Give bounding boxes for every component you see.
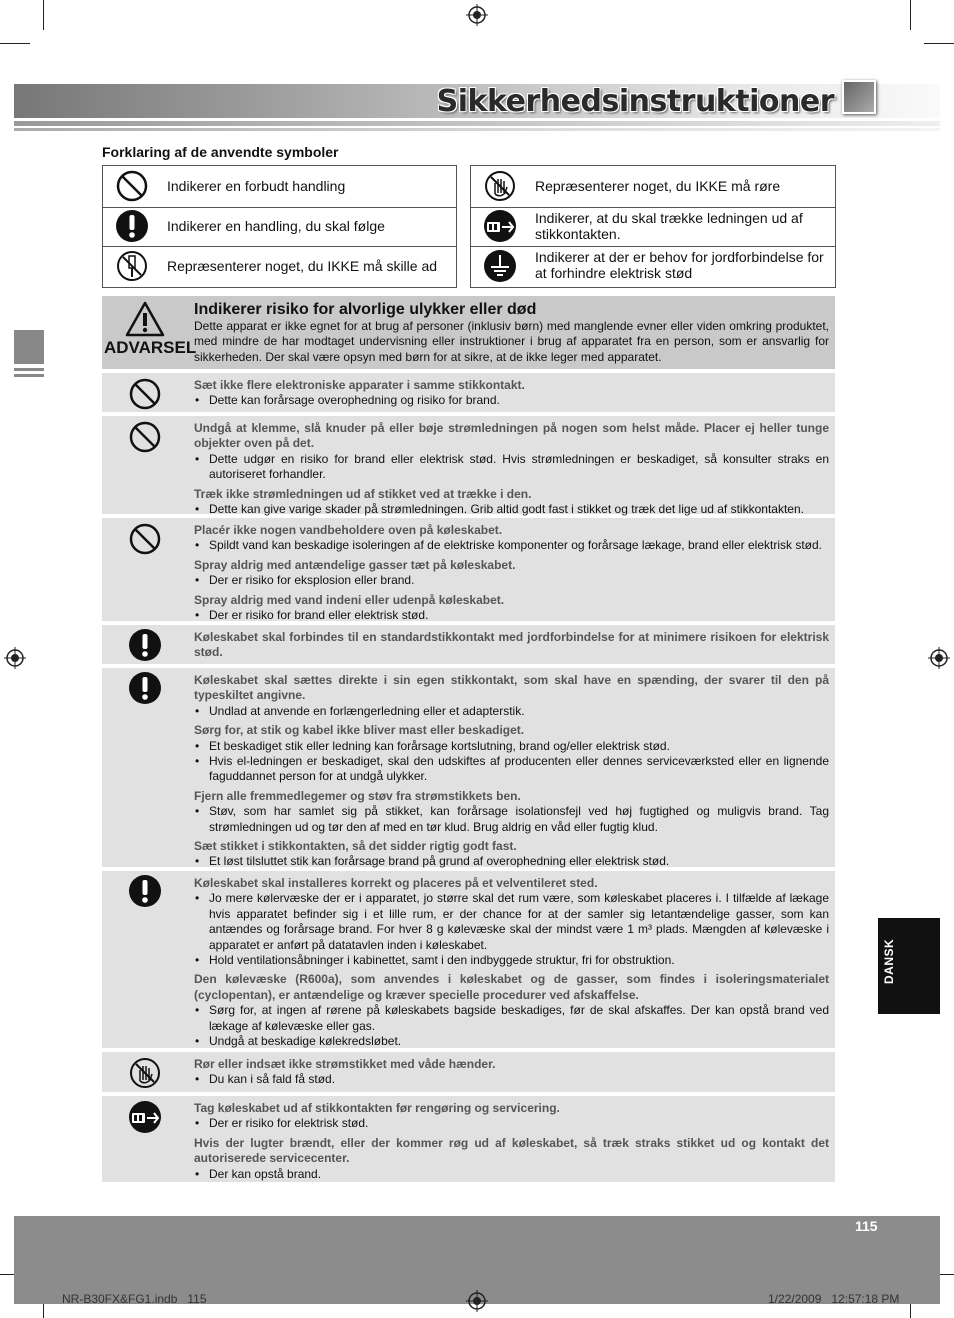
- legend-item: [471, 207, 835, 247]
- instruction-bullet: • Dette kan give varige skader på strømledningen. Grib altid godt fast i stikket og træk det lige ud af stikkontakten.: [194, 502, 829, 517]
- registration-mark-icon: [466, 4, 488, 26]
- legend-item: [103, 207, 456, 247]
- warning-row-content: [194, 378, 829, 409]
- ground-icon: [483, 249, 517, 283]
- legend-right: [470, 165, 836, 288]
- crop-mark: [924, 43, 954, 44]
- instruction-bullet: • Hold ventilationsåbninger i kabinettet, samt i den indbyggede struktur, fri for obstruktion.: [194, 953, 829, 968]
- legend-item: [103, 166, 456, 208]
- crop-mark: [0, 43, 30, 44]
- side-marker: [14, 330, 44, 364]
- warning-row: [102, 668, 835, 867]
- warning-title: Indikerer risiko for alvorlige ulykker eller død: [194, 301, 537, 318]
- instruction-bullet: • Der er risiko for eksplosion eller brand.: [194, 573, 829, 588]
- header-rule: [14, 121, 940, 126]
- exclamation-icon: [115, 209, 149, 243]
- warning-row: [102, 871, 835, 1048]
- warning-label: ADVARSEL: [104, 338, 197, 357]
- instruction-heading: Undgå at klemme, slå knuder på eller bøje strømledningen på nogen som helst måde. Placer ej heller tunge objekter oven på det.: [194, 421, 829, 451]
- legend-left: [102, 165, 457, 288]
- no-touch-icon: [483, 169, 517, 203]
- instruction-heading: Tag køleskabet ud af stikkontakten før rengøring og servicering.: [194, 1101, 560, 1115]
- warning-row-content: [194, 523, 829, 623]
- instruction-heading: Den kølevæske (R600a), som anvendes i køleskabet og de gasser, som findes i isoleringsmaterialet (cyclopentan), er antændelige og kræver specielle procedurer ved afskaffelse.: [194, 972, 829, 1002]
- warning-row-content: [194, 876, 829, 1049]
- instruction-bullet: • Der er risiko for brand eller elektrisk stød.: [194, 608, 829, 623]
- instruction-heading: Fjern alle fremmedlegemer og støv fra strømstikkets ben.: [194, 788, 521, 803]
- prohibited-icon: [128, 522, 162, 556]
- side-marker: [14, 368, 44, 371]
- warning-row-content: [194, 1101, 829, 1182]
- instruction-bullet: • Hvis el-ledningen er beskadiget, skal den udskiftes af producenten eller dennes serviceværksted eller en lignende faguddannet person for at undgå ulykker.: [194, 754, 829, 785]
- warning-row-content: [194, 421, 829, 517]
- prohibited-icon: [115, 169, 149, 203]
- header-rule: [14, 128, 940, 131]
- legend-text: Repræsenterer noget, du IKKE må skille ad: [167, 258, 438, 274]
- unplug-icon: [483, 209, 517, 243]
- legend-text: Indikerer en forbudt handling: [167, 178, 346, 194]
- legend-text: Repræsenterer noget, du IKKE må røre: [535, 178, 781, 194]
- prohibited-icon: [128, 420, 162, 454]
- language-tab: [878, 918, 940, 1014]
- no-touch-icon: [128, 1056, 162, 1090]
- instruction-heading: Køleskabet skal forbindes til en standardstikkontakt med jordforbindelse for at minimere risikoen for elektrisk stød.: [194, 630, 829, 660]
- legend-text: Indikerer at der er behov for jordforbindelse for at forhindre elektrisk stød: [535, 249, 824, 281]
- header-square-icon: [842, 80, 876, 114]
- legend-text: Indikerer, at du skal trække ledningen ud af stikkontakten.: [535, 210, 803, 242]
- registration-mark-icon: [466, 1290, 488, 1312]
- warning-row-content: [194, 673, 829, 870]
- instruction-heading: Køleskabet skal installeres korrekt og placeres på et velventileret sted.: [194, 876, 598, 890]
- prohibited-icon: [128, 377, 162, 411]
- unplug-icon: [128, 1100, 162, 1134]
- warning-row-content: [194, 1057, 829, 1088]
- instruction-heading: Sørg for, at stik og kabel ikke bliver mast eller beskadiget.: [194, 723, 525, 738]
- registration-mark-icon: [4, 647, 26, 669]
- page-number: 115: [855, 1218, 878, 1234]
- warning-row: [102, 416, 835, 517]
- instruction-heading: Træk ikke strømledningen ud af stikket ved at trække i den.: [194, 486, 532, 501]
- warning-row-content: [194, 630, 829, 661]
- instruction-bullet: • Dette kan forårsage overophedning og risiko for brand.: [194, 393, 829, 408]
- warning-row: [102, 625, 835, 664]
- instruction-heading: Placér ikke nogen vandbeholdere oven på køleskabet.: [194, 523, 503, 537]
- instruction-bullet: • Jo mere kølervæske der er i apparatet, jo større skal det rum være, som køleskabet placeres i. I tilfælde af lækage hvis apparatet befinder sig i et lille rum, er der chance for at der samler sig letantændelige gasser, som kan antændes og forårsage brand. For hver 8 g kølevæske skal der mindst være 1 m³ plads. Mængden af kølevæske i apparatet er anført på datatavlen inden i køleskabet.: [194, 891, 829, 953]
- instruction-heading: Sæt ikke flere elektroniske apparater i samme stikkontakt.: [194, 378, 525, 392]
- instruction-bullet: • Støv, som har samlet sig på stikket, kan forårsage isolationsfejl ved høj fugtighed og muligvis brand. Tag strømledningen ud og tør den af med en tør klud. Brug aldrig en våd eller fugtig klud.: [194, 804, 829, 835]
- legend-item: [103, 246, 456, 286]
- warning-row: [102, 373, 835, 412]
- instruction-heading: Spray aldrig med antændelige gasser tæt på køleskabet.: [194, 557, 516, 572]
- warning-triangle-icon: [125, 301, 165, 337]
- warning-row: [102, 518, 835, 621]
- exclamation-icon: [128, 671, 162, 705]
- instruction-heading: Spray aldrig med vand indeni eller udenpå køleskabet.: [194, 592, 505, 607]
- exclamation-icon: [128, 874, 162, 908]
- registration-mark-icon: [928, 647, 950, 669]
- exclamation-icon: [128, 628, 162, 662]
- page-title: Sikkerhedsinstruktioner: [436, 84, 834, 119]
- instruction-bullet: • Dette udgør en risiko for brand eller elektrisk stød. Hvis strømledningen er beskadiget, så konsulter straks en autoriseret forhandler.: [194, 452, 829, 483]
- legend-item: [471, 166, 835, 208]
- instruction-heading: Køleskabet skal sættes direkte i sin egen stikkontakt, som skal have en spænding, der svarer til den på typeskiltet angivne.: [194, 673, 829, 703]
- instruction-heading: Sæt stikket i stikkontakten, så det sidder rigtig godt fast.: [194, 839, 517, 854]
- instruction-heading: Rør eller indsæt ikke strømstikket med våde hænder.: [194, 1057, 496, 1071]
- instruction-bullet: • Undlad at anvende en forlængerledning eller et adapterstik.: [194, 704, 829, 719]
- instruction-bullet: • Sørg for, at ingen af rørene på køleskabets bagside beskadiges, før de skal afskaffes. Der kan opstå brand ved lækage af kølevæske eller gas.: [194, 1003, 829, 1034]
- instruction-bullet: • Der kan opstå brand.: [194, 1167, 829, 1182]
- legend-text: Indikerer en handling, du skal følge: [167, 218, 385, 234]
- side-marker: [14, 374, 44, 377]
- instruction-bullet: • Et beskadiget stik eller ledning kan forårsage kortslutning, brand og/eller elektrisk stød.: [194, 739, 829, 754]
- warning-row: [102, 1052, 835, 1092]
- slug-date: 1/22/2009 12:57:18 PM: [768, 1292, 900, 1306]
- slug-file: NR-B30FX&FG1.indb 115: [62, 1292, 207, 1306]
- instruction-bullet: • Der er risiko for elektrisk stød.: [194, 1116, 829, 1131]
- warning-header: [102, 296, 835, 369]
- crop-mark: [910, 0, 911, 30]
- no-disassembly-icon: [115, 249, 149, 283]
- warning-intro: Dette apparat er ikke egnet for at brug af personer (inklusiv børn) med manglende evner eller viden omkring produktet, med mindre de har modtaget undervisning eller instruktioner i brug af apparatet fra en person, som er ansvarlig for sikkerheden. Der skal være opsyn med børn for at sikre, at de ikke leger med apparatet.: [194, 319, 829, 364]
- legend-title: Forklaring af de anvendte symboler: [102, 144, 339, 160]
- warning-row: [102, 1096, 835, 1182]
- language-tab-label: DANSK: [882, 938, 896, 984]
- legend-item: [471, 246, 835, 286]
- instruction-bullet: • Spildt vand kan beskadige isoleringen af de elektriske komponenter og forårsage lækage, brand eller elektrisk stød.: [194, 538, 829, 553]
- instruction-heading: Hvis der lugter brændt, eller der kommer røg ud af køleskabet, så træk straks stikket ud og kontakt det autoriserede servicecenter.: [194, 1135, 829, 1166]
- instruction-bullet: • Undgå at beskadige kølekredsløbet.: [194, 1034, 829, 1049]
- instruction-bullet: • Du kan i så fald få stød.: [194, 1072, 829, 1087]
- instruction-bullet: • Et løst tilsluttet stik kan forårsage brand på grund af overophedning eller elektrisk stød.: [194, 854, 829, 869]
- crop-mark: [43, 0, 44, 30]
